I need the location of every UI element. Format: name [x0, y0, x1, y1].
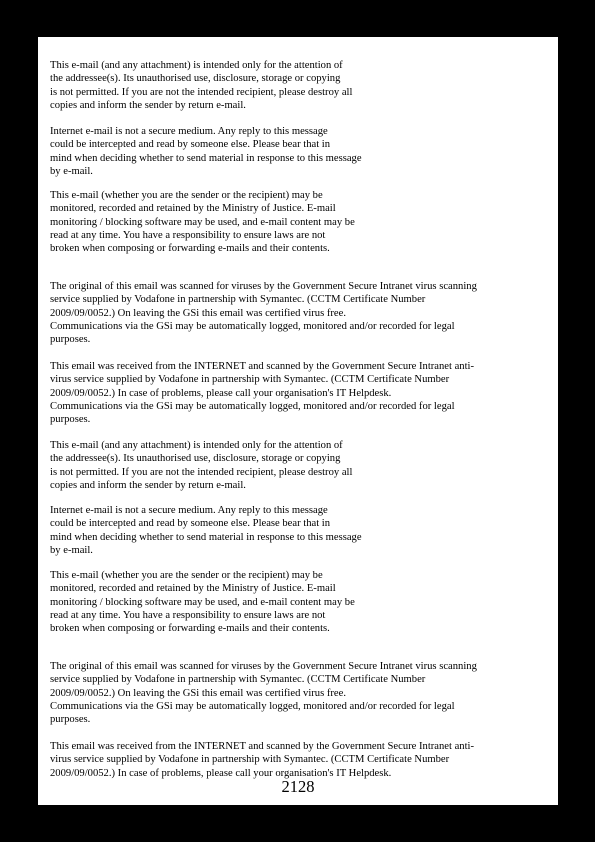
virus-scan-notice: The original of this email was scanned for viruses by the Government Secure Intranet virus scanning service supplied by Vodafone in partnership with Symantec. (CCTM Certificate Number 2009/09/0052.) On leaving the GSi this email was certified virus free. Communications via the GSi may be automatically logged, monitored and/or recorded for legal purposes.: [50, 281, 477, 346]
virus-scan-notice: The original of this email was scanned for viruses by the Government Secure Intranet virus scanning service supplied by Vodafone in partnership with Symantec. (CCTM Certificate Number 2009/09/0052.) On leaving the GSi this email was certified virus free. Communications via the GSi may be automatically logged, monitored and/or recorded for legal purposes.: [50, 661, 477, 726]
security-notice: Internet e-mail is not a secure medium. Any reply to this message could be intercepted and read by someone else. Please bear that in mind when deciding whether to send material in response to this message by e-mail.: [50, 126, 362, 177]
monitoring-notice: This e-mail (whether you are the sender or the recipient) may be monitored, recorded and retained by the Ministry of Justice. E-mail monitoring / blocking software may be used, and e-mail content may be read at any time. You have a responsibility to ensure laws are not broken when composing or forwarding e-mails and their contents.: [50, 190, 355, 255]
confidentiality-notice: This e-mail (and any attachment) is intended only for the attention of the addressee(s). Its unauthorised use, disclosure, storage or copying is not permitted. If you are not the intended recipient, please destroy all copies and inform the sender by return e-mail.: [50, 440, 353, 491]
security-notice: Internet e-mail is not a secure medium. Any reply to this message could be intercepted and read by someone else. Please bear that in mind when deciding whether to send material in response to this message by e-mail.: [50, 505, 362, 556]
internet-received-notice: This email was received from the INTERNET and scanned by the Government Secure Intranet anti- virus service supplied by Vodafone in partnership with Symantec. (CCTM Certificate Number 2009/09/0052.) In case of problems, please call your organisation's IT Helpdesk.: [50, 741, 474, 779]
page-number: 2128: [281, 777, 315, 796]
monitoring-notice: This e-mail (whether you are the sender or the recipient) may be monitored, recorded and retained by the Ministry of Justice. E-mail monitoring / blocking software may be used, and e-mail content may be read at any time. You have a responsibility to ensure laws are not broken when composing or forwarding e-mails and their contents.: [50, 570, 355, 635]
document-page: [38, 37, 558, 805]
confidentiality-notice: This e-mail (and any attachment) is intended only for the attention of the addressee(s). Its unauthorised use, disclosure, storage or copying is not permitted. If you are not the intended recipient, please destroy all copies and inform the sender by return e-mail.: [50, 60, 353, 111]
internet-received-notice: This email was received from the INTERNET and scanned by the Government Secure Intranet anti- virus service supplied by Vodafone in partnership with Symantec. (CCTM Certificate Number 2009/09/0052.) In case of problems, please call your organisation's IT Helpdesk. Communications via the GSi may be automatically logged, monitored and/or recorded for legal purposes.: [50, 361, 474, 426]
